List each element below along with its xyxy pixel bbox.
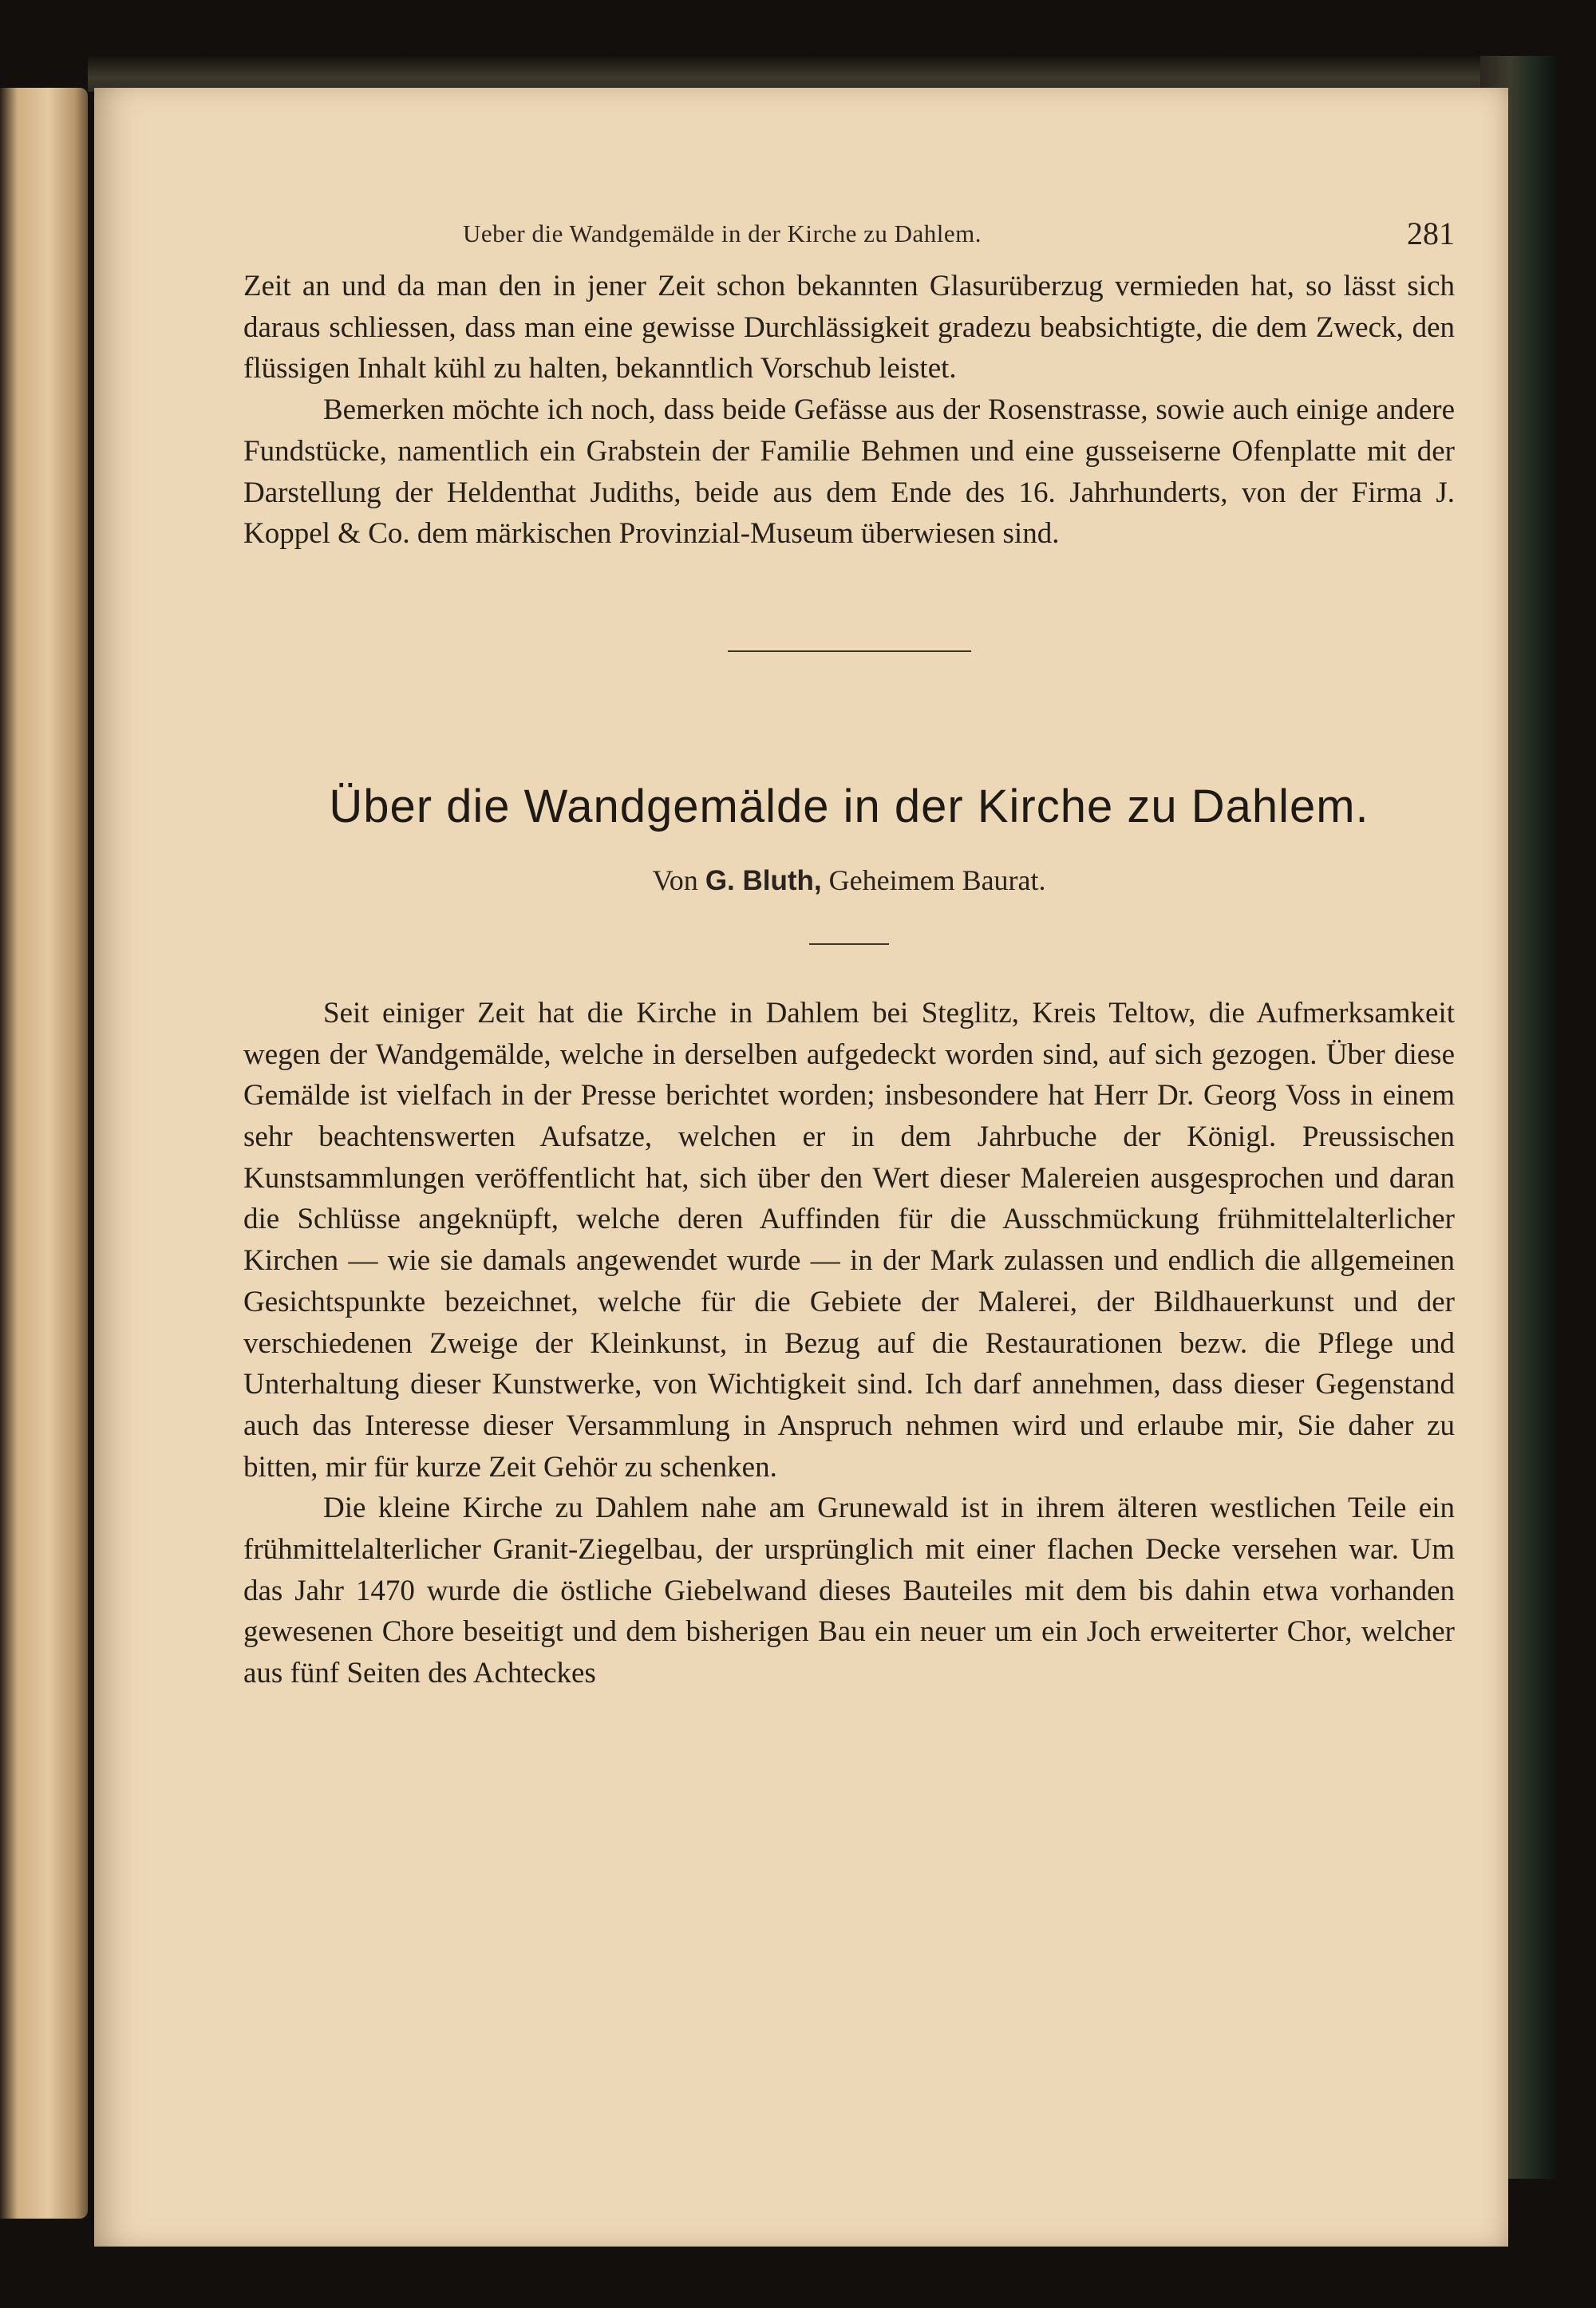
- paragraph: Bemerken möchte ich noch, dass beide Gefässe aus der Rosenstrasse, sowie auch einige andere Fundstücke, namentlich ein Grabstein der Familie Behmen und eine gusseiserne Ofenplatte mit der Darstellung der Heldenthat Judiths, beide aus dem Ende des 16. Jahrhunderts, von der Firma J. Koppel & Co. dem märkischen Provinzial-Museum überwiesen sind.: [243, 393, 1455, 551]
- paragraph: Zeit an und da man den in jener Zeit schon bekannten Glasurüberzug vermieden hat, so lässt sich daraus schliessen, dass man eine gewisse Durchlässigkeit gradezu beabsichtigte, die dem Zweck, den flüssigen Inhalt kühl zu halten, bekanntlich Vorschub leistet.: [243, 270, 1455, 385]
- page-content: [243, 211, 1455, 1694]
- running-head-title: Ueber die Wandgemälde in der Kirche zu Dahlem.: [463, 219, 982, 247]
- paragraph: Seit einiger Zeit hat die Kirche in Dahlem bei Steglitz, Kreis Teltow, die Aufmerksamkeit wegen der Wandgemälde, welche in derselben aufgedeckt worden sind, auf sich gezogen. Über diese Gemälde ist vielfach in der Presse berichtet worden; insbesondere hat Herr Dr. Georg Voss in einem sehr beachtenswerten Aufsatze, welchen er in dem Jahrbuche der Königl. Preussischen Kunstsammlungen veröffentlicht hat, sich über den Wert dieser Malereien ausgesprochen und daran die Schlüsse angeknüpft, welche deren Auffinden für die Ausschmückung frühmittelalterlicher Kirchen — wie sie damals angewendet wurde — in der Mark zulassen und endlich die allgemeinen Gesichtspunkte bezeichnet, welche für die Gebiete der Malerei, der Bildhauerkunst und der verschiedenen Zweige der Kleinkunst, in Bezug auf die Restaurationen bezw. die Pflege und Unterhaltung dieser Kunstwerke, von Wichtigkeit sind. Ich darf annehmen, dass dieser Gegenstand auch das Interesse dieser Versammlung in Anspruch nehmen wird und erlaube mir, Sie daher zu bitten, mir für kurze Zeit Gehör zu schenken.: [243, 996, 1455, 1484]
- author-name: G. Bluth,: [705, 864, 822, 896]
- article-body: [243, 993, 1455, 1694]
- page-number: 281: [1407, 215, 1455, 251]
- book-binding-top: [88, 56, 1508, 92]
- byline-divider: [809, 943, 889, 945]
- article-title: Über die Wandgemälde in der Kirche zu Dahlem.: [329, 780, 1369, 832]
- byline-prefix: Von: [652, 864, 698, 896]
- facing-page-edge: [0, 88, 88, 2219]
- byline: [243, 864, 1455, 897]
- author-title: Geheimem Baurat.: [828, 864, 1046, 896]
- running-head: [243, 211, 1455, 259]
- book-page: [94, 88, 1508, 2247]
- preceding-article-text: [243, 266, 1455, 555]
- paragraph: Die kleine Kirche zu Dahlem nahe am Grunewald ist in ihrem älteren westlichen Teile ein frühmittelalterlicher Granit-Ziegelbau, der ursprünglich mit einer flachen Decke versehen war. Um das Jahr 1470 wurde die östliche Giebelwand dieses Bauteiles mit dem bis dahin etwa vorhanden gewesenen Chore beseitigt und dem bisherigen Bau ein neuer um ein Joch erweiterter Chor, welcher aus fünf Seiten des Achteckes: [243, 1492, 1455, 1690]
- section-divider: [728, 650, 971, 652]
